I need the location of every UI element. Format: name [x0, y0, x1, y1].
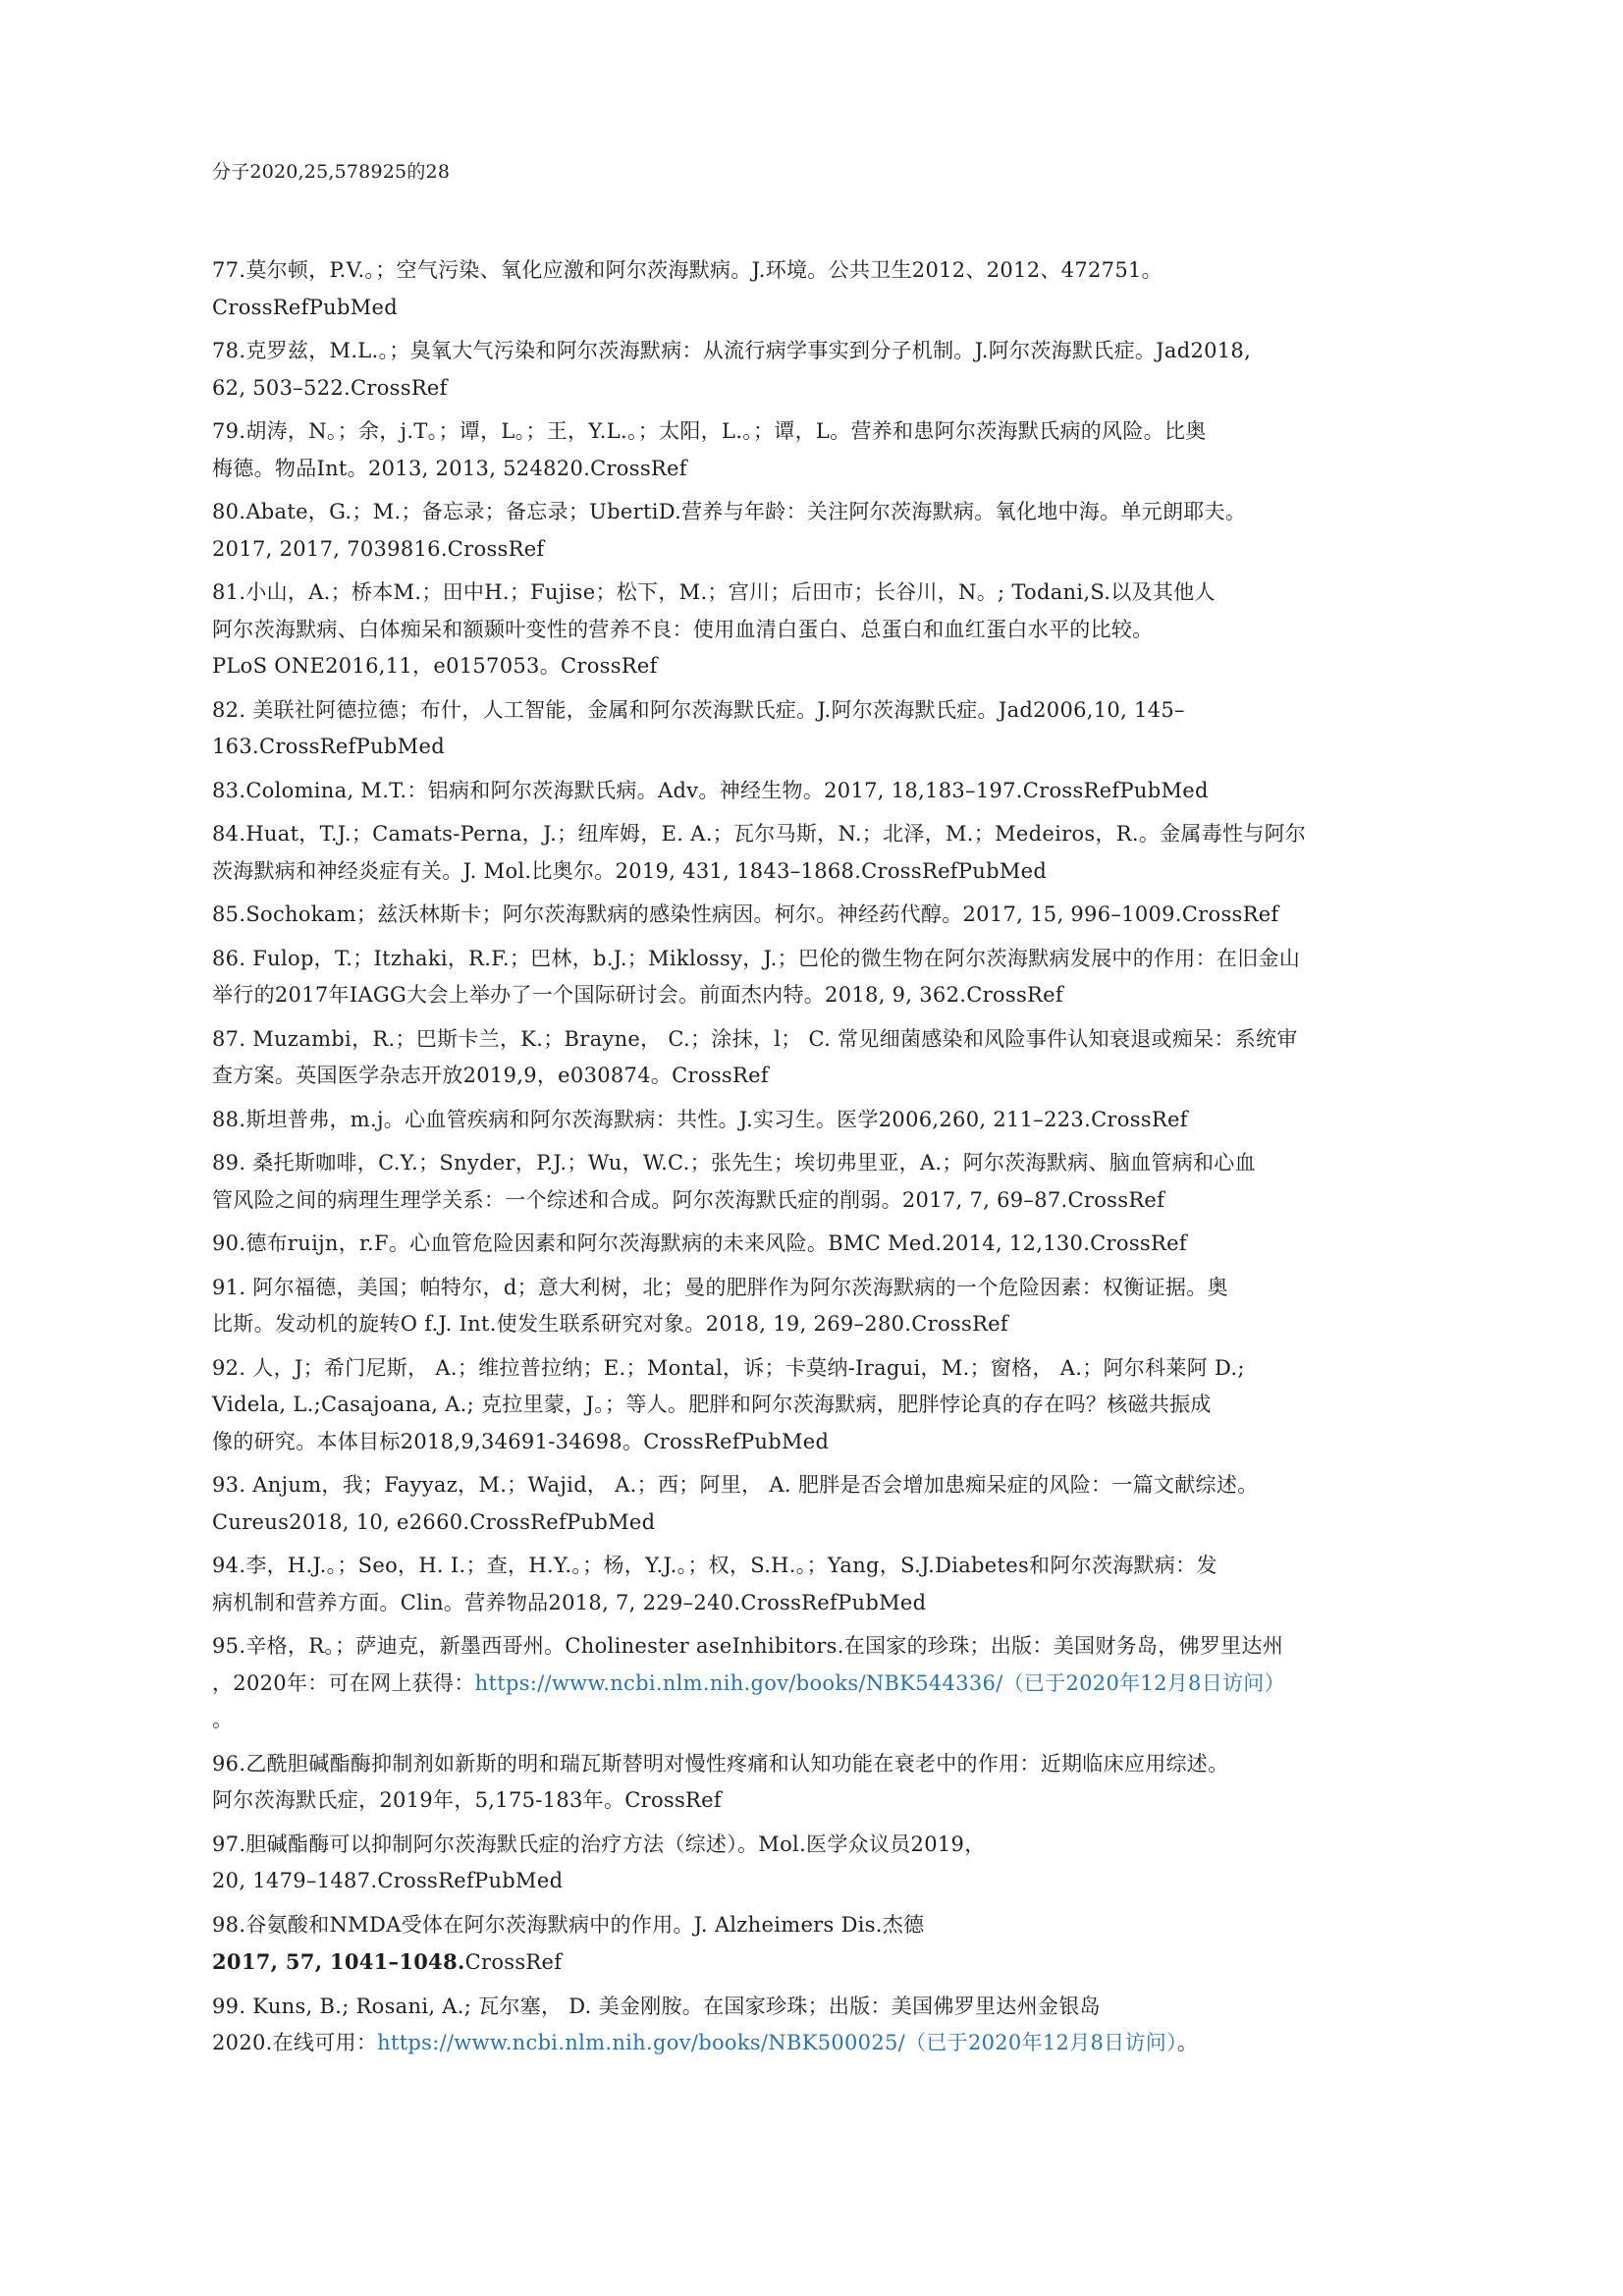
reference-text: 谷氨酸和NMDA受体在阿尔茨海默病中的作用。J. Alzheimers Dis.杰德 [245, 1912, 925, 1937]
reference-text: CrossRef [464, 1950, 563, 1974]
reference-text: Abate，G.；M.；备忘录；备忘录；UbertiD.营养与年龄：关注阿尔茨海默病。氧化地中海。单元朗耶夫。 [245, 500, 1247, 523]
reference-item-83 [212, 773, 1430, 810]
reference-text: 莫尔顿，P.V.。；空气污染、氧化应激和阿尔茨海默病。J.环境。公共卫生2012、2012、472751。 [245, 258, 1163, 282]
reference-text: 李，H.J.。；Seo，H. I.；查，H.Y.。；杨，Y.J.。；权，S.H.。；Yang，S.J.Diabetes和阿尔茨海默病：发 [245, 1554, 1217, 1577]
reference-text-with-link [212, 2025, 1430, 2062]
reference-item-94 [212, 1548, 1430, 1621]
reference-item-86 [212, 941, 1430, 1014]
reference-text: CrossRefPubMed [212, 295, 398, 319]
reference-text: 茨海默病和神经炎症有关。J. Mol.比奥尔。2019, 431, 1843–1868.CrossRefPubMed [212, 858, 1048, 883]
reference-item-97 [212, 1827, 1430, 1900]
reference-text: 美联社阿德拉德；布什，人工智能，金属和阿尔茨海默氏症。J.阿尔茨海默氏症。Jad2006,10, 145– [245, 697, 1185, 722]
reference-item-90 [212, 1226, 1430, 1263]
reference-item-79 [212, 413, 1430, 487]
reference-text: 举行的2017年IAGG大会上举办了一个国际研讨会。前面杰内特。2018, 9, 362.CrossRef [212, 983, 1063, 1007]
reference-number: 97. [212, 1831, 246, 1856]
reference-item-92 [212, 1350, 1430, 1461]
reference-number: 89. [212, 1151, 246, 1175]
reference-text: 阿尔福德，美国；帕特尔，d；意大利树，北；曼的肥胖作为阿尔茨海默病的一个危险因素：权衡证据。奥 [245, 1275, 1228, 1299]
reference-number: 90. [212, 1231, 246, 1255]
reference-text: 桑托斯咖啡，C.Y.；Snyder，P.J.；Wu，W.C.；张先生；埃切弗里亚，A.；阿尔茨海默病、脑血管病和心血 [245, 1151, 1256, 1175]
reference-text: 乙酰胆碱酯酶抑制剂如新斯的明和瑞瓦斯替明对慢性疼痛和认知功能在衰老中的作用：近期临床应用综述。 [245, 1751, 1229, 1776]
reference-number: 85. [212, 902, 246, 926]
reference-number: 84. [212, 822, 246, 846]
reference-number: 95. [212, 1634, 246, 1658]
reference-item-99 [212, 1989, 1430, 2062]
reference-item-96 [212, 1746, 1430, 1820]
reference-item-77 [212, 252, 1430, 326]
reference-text: ，2020年：可在网上获得： [212, 1670, 475, 1695]
reference-text: 2020.在线可用： [212, 2031, 378, 2054]
reference-number: 83. [212, 778, 246, 802]
reference-text: 辛格，R。；萨迪克，新墨西哥州。Cholinester aseInhibitors.在国家的珍珠；出版：美国财务岛，佛罗里达州 [245, 1634, 1284, 1658]
reference-number: 94. [212, 1554, 246, 1577]
reference-text: 胡涛，N。；余，j.T。；谭，L。；王，Y.L.。；太阳，L.。；谭，L。营养和患阿尔茨海默氏病的风险。比奥 [245, 419, 1207, 443]
reference-text: 人，J；希门尼斯， A.；维拉普拉纳；E.；Montal，诉；卡莫纳-Iragui，M.；窗格， A.；阿尔科莱阿 D.; [245, 1355, 1245, 1380]
reference-number: 92. [212, 1355, 246, 1380]
reference-text: 阿尔茨海默氏症，2019年，5,175-183年。CrossRef [212, 1788, 722, 1812]
reference-item-85 [212, 897, 1430, 934]
reference-text: 2017, 2017, 7039816.CrossRef [212, 536, 545, 561]
reference-text: 梅德。物品Int。2013, 2013, 524820.CrossRef [212, 456, 687, 480]
reference-number: 96. [212, 1751, 246, 1776]
reference-number: 79. [212, 419, 246, 443]
reference-text: Kuns, B.; Rosani, A.; 瓦尔塞， D. 美金刚胺。在国家珍珠；出版：美国佛罗里达州金银岛 [245, 1994, 1101, 2018]
reference-number: 91. [212, 1275, 246, 1299]
reference-number: 87. [212, 1026, 246, 1051]
reference-item-88 [212, 1102, 1430, 1139]
reference-text: 。 [1176, 2031, 1199, 2054]
reference-text-with-link [212, 1666, 1430, 1703]
reference-number: 82. [212, 697, 246, 722]
reference-item-89 [212, 1145, 1430, 1219]
reference-item-78 [212, 333, 1430, 407]
reference-item-81 [212, 574, 1430, 685]
reference-text-with-bold [212, 1943, 1430, 1982]
reference-item-80 [212, 494, 1430, 568]
reference-text: 胆碱酯酶可以抑制阿尔茨海默氏症的治疗方法（综述）。Mol.医学众议员2019， [245, 1831, 986, 1856]
reference-number: 86. [212, 946, 246, 970]
reference-text: 。 [212, 1708, 234, 1731]
reference-text: 像的研究。本体目标2018,9,34691-34698。CrossRefPubMed [212, 1429, 830, 1453]
reference-url-link[interactable]: https://www.ncbi.nlm.nih.gov/books/NBK500025/（已于2020年12月8日访问） [377, 2031, 1177, 2054]
reference-number: 93. [212, 1473, 246, 1497]
reference-text: 20, 1479–1487.CrossRefPubMed [212, 1869, 564, 1892]
reference-item-82 [212, 692, 1430, 766]
reference-item-91 [212, 1270, 1430, 1343]
reference-text: 62, 503–522.CrossRef [212, 375, 448, 400]
reference-number: 81. [212, 580, 246, 604]
reference-item-87 [212, 1021, 1430, 1095]
reference-text: Anjum，我；Fayyaz，M.；Wajid， A.；西；阿里， A. 肥胖是否会增加患痴呆症的风险：一篇文献综述。 [245, 1473, 1259, 1497]
reference-text: Huat，T.J.；Camats-Perna，J.；纽库姆，E. A.；瓦尔马斯，N.；北泽，M.；Medeiros，R.。金属毒性与阿尔 [245, 822, 1307, 846]
reference-text: Fulop，T.；Itzhaki，R.F.；巴林，b.J.；Miklossy，J.；巴伦的微生物在阿尔茨海默病发展中的作用：在旧金山 [245, 946, 1301, 970]
reference-item-98 [212, 1907, 1430, 1982]
reference-text: 病机制和营养方面。Clin。营养物品2018, 7, 229–240.CrossRefPubMed [212, 1590, 927, 1614]
reference-list [212, 252, 1430, 2069]
reference-text: 阿尔茨海默病、白体痴呆和额颞叶变性的营养不良：使用血清白蛋白、总蛋白和血红蛋白水平的比较。 [212, 617, 1154, 641]
reference-text: 163.CrossRefPubMed [212, 735, 445, 758]
reference-number: 77. [212, 258, 246, 282]
reference-text: 比斯。发动机的旋转O f.J. Int.使发生联系研究对象。2018, 19, 269–280.CrossRef [212, 1312, 1008, 1336]
reference-text: Cureus2018, 10, e2660.CrossRefPubMed [212, 1509, 656, 1534]
reference-text: 小山，A.；桥本M.；田中H.；Fujise；松下，M.；宫川；后田市；长谷川，N。; Todani,S.以及其他人 [245, 580, 1216, 604]
reference-text: PLoS ONE2016,11，e0157053。CrossRef [212, 654, 658, 678]
reference-number: 80. [212, 500, 246, 523]
reference-text: Muzambi，R.；巴斯卡兰，K.；Brayne， C.；涂抹，l； C. 常见细菌感染和风险事件认知衰退或痴呆：系统审 [245, 1026, 1298, 1051]
reference-text: Videla, L.;Casajoana, A.; 克拉里蒙，J。；等人。肥胖和阿尔茨海默病，肥胖悖论真的存在吗？核磁共振成 [212, 1393, 1212, 1416]
reference-text: Sochokam；兹沃林斯卡；阿尔茨海默病的感染性病因。柯尔。神经药代醇。2017, 15, 996–1009.CrossRef [245, 902, 1279, 926]
reference-text: 德布ruijn，r.F。心血管危险因素和阿尔茨海默病的未来风险。BMC Med.2014, 12,130.CrossRef [245, 1231, 1187, 1255]
reference-item-84 [212, 816, 1430, 890]
reference-text: 查方案。英国医学杂志开放2019,9，e030874。CrossRef [212, 1064, 769, 1087]
reference-text: Colomina, M.T.：铝病和阿尔茨海默氏病。Adv。神经生物。2017, 18,183–197.CrossRefPubMed [245, 778, 1209, 802]
reference-bold-citation: 2017, 57, 1041–1048. [212, 1949, 465, 1974]
reference-number: 88. [212, 1107, 246, 1131]
reference-url-link[interactable]: https://www.ncbi.nlm.nih.gov/books/NBK544336/（已于2020年12月8日访问） [474, 1670, 1285, 1695]
reference-number: 78. [212, 339, 246, 362]
reference-text: 斯坦普弗，m.j。心血管疾病和阿尔茨海默病：共性。J.实习生。医学2006,260, 211–223.CrossRef [245, 1107, 1188, 1131]
reference-number: 98. [212, 1912, 246, 1937]
reference-text: 管风险之间的病理生理学关系：一个综述和合成。阿尔茨海默氏症的削弱。2017, 7, 69–87.CrossRef [212, 1187, 1165, 1212]
reference-text: 克罗兹，M.L.。；臭氧大气污染和阿尔茨海默病：从流行病学事实到分子机制。J.阿尔茨海默氏症。Jad2018, [245, 339, 1252, 362]
running-head: 分子2020,25,578925的28 [212, 161, 451, 183]
reference-number: 99. [212, 1994, 246, 2018]
reference-item-93 [212, 1467, 1430, 1541]
reference-item-95 [212, 1628, 1430, 1739]
